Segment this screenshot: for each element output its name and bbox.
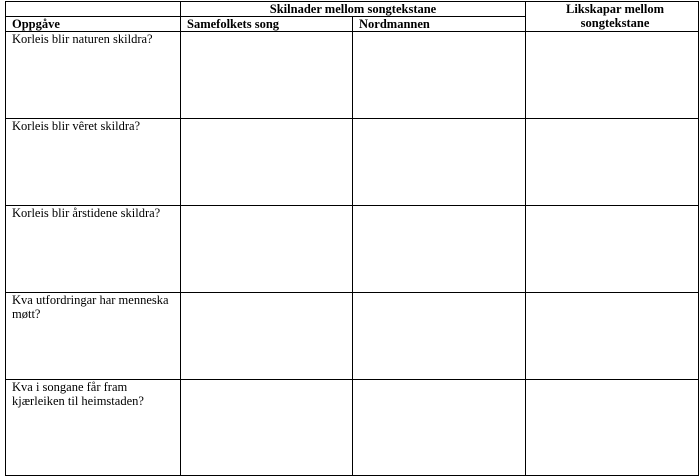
nordmannen-answer-cell[interactable]: [353, 293, 526, 380]
table-row: [6, 206, 699, 293]
samefolkets-song-column-header: Samefolkets song: [181, 17, 353, 32]
nordmannen-answer-cell[interactable]: [353, 119, 526, 206]
samefolkets-answer-cell[interactable]: [181, 293, 353, 380]
likskapar-answer-cell[interactable]: [526, 206, 699, 293]
likskapar-answer-cell[interactable]: [526, 380, 699, 476]
table-row: [6, 32, 699, 119]
table-row: [6, 293, 699, 380]
header-row-top: [6, 2, 699, 17]
likskapar-answer-cell[interactable]: [526, 293, 699, 380]
nordmannen-answer-cell[interactable]: [353, 380, 526, 476]
differences-group-header: Skilnader mellom songtekstane: [181, 2, 526, 17]
nordmannen-answer-cell[interactable]: [353, 32, 526, 119]
table-row: [6, 380, 699, 476]
nordmannen-column-header: Nordmannen: [353, 17, 526, 32]
oppgave-column-header: Oppgåve: [6, 17, 181, 32]
similarities-header: Likskapar mellom songtekstane: [526, 2, 699, 32]
likskapar-answer-cell[interactable]: [526, 119, 699, 206]
header-blank-cell: [6, 2, 181, 17]
question-cell: Korleis blir vêret skildra?: [6, 119, 181, 206]
samefolkets-answer-cell[interactable]: [181, 380, 353, 476]
comparison-worksheet-table: [5, 1, 699, 476]
table-row: [6, 119, 699, 206]
samefolkets-answer-cell[interactable]: [181, 119, 353, 206]
samefolkets-answer-cell[interactable]: [181, 32, 353, 119]
question-cell: Kva utfordringar har menneska møtt?: [6, 293, 181, 380]
likskapar-answer-cell[interactable]: [526, 32, 699, 119]
samefolkets-answer-cell[interactable]: [181, 206, 353, 293]
question-cell: Kva i songane får fram kjærleiken til heimstaden?: [6, 380, 181, 476]
question-cell: Korleis blir årstidene skildra?: [6, 206, 181, 293]
nordmannen-answer-cell[interactable]: [353, 206, 526, 293]
question-cell: Korleis blir naturen skildra?: [6, 32, 181, 119]
